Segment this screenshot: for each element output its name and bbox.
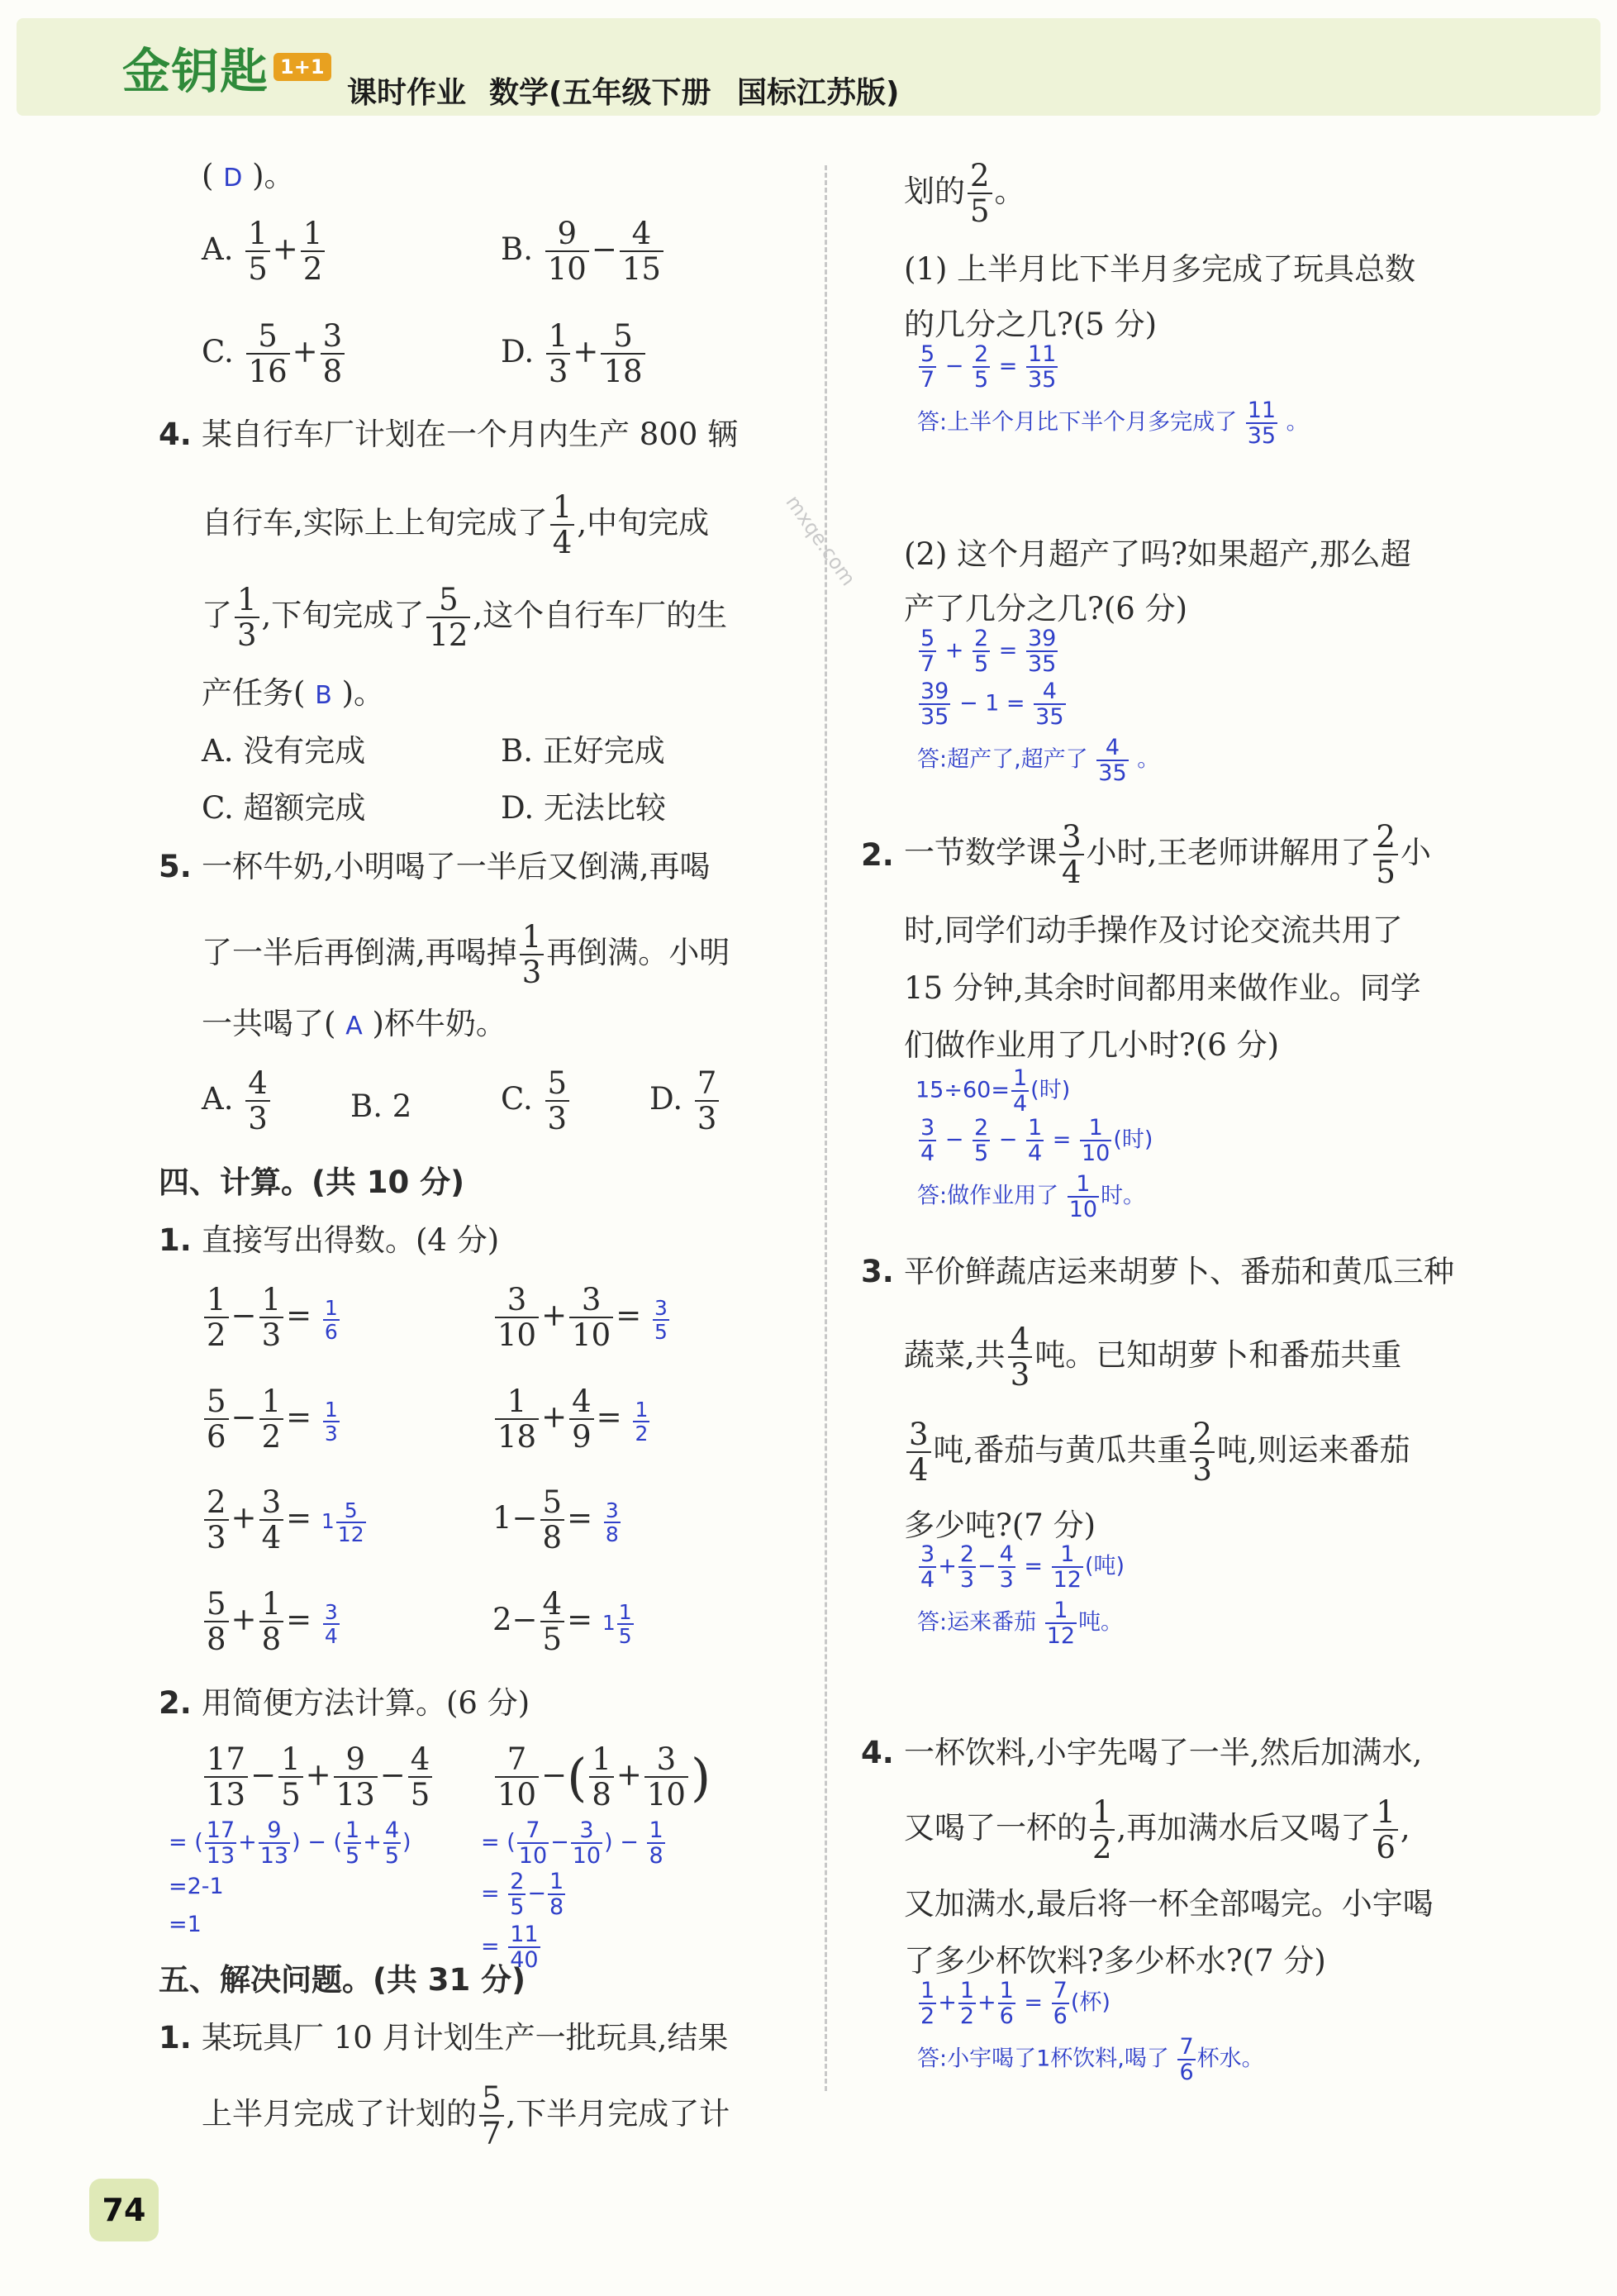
r-q2-answer: 答:做作业用了 $\frac{1}{10}$ 时。 (917, 1171, 1146, 1223)
q5-option-c: C. $\frac{5}{3}$ (501, 1066, 572, 1136)
q4-number: 4. (159, 417, 192, 452)
calc-row4-left: $\frac{5}{8}$ + $\frac{1}{8}$ = $\frac{3}{4}$ (202, 1587, 341, 1657)
r-q2-calc2: $\frac{3}{4}$ − $\frac{2}{5}$ − $\frac{1}{4}$ = $\frac{1}{10}$ (时) (920, 1115, 1153, 1167)
s4q1-text: 直接写出得数。(4 分) (202, 1222, 500, 1258)
q3-option-a: A. $\frac{1}{5}$ + $\frac{1}{2}$ (202, 217, 327, 287)
r-part2-calc1: $\frac{5}{7}$ + $\frac{2}{5}$ = $\frac{39}{35}$ (920, 626, 1057, 678)
simplify-2-step3: = $\frac{11}{40}$ (481, 1922, 539, 1974)
r-q4-line2: 又喝了一杯的 $\frac{1}{2}$ ,再加满水后又喝了 $\frac{1}{6}$ , (904, 1794, 1410, 1866)
series-title: 课时作业 (347, 76, 467, 110)
watermark: mxqe.com (781, 491, 860, 590)
r-q3-answer: 答:运来番茄 $\frac{1}{12}$ 吨。 (917, 1598, 1124, 1650)
q5-line1: 一杯牛奶,小明喝了一半后又倒满,再喝 (202, 849, 711, 884)
r-q4-line4: 了多少杯饮料?多少杯水?(7 分) (904, 1943, 1326, 1979)
calc-row1-left: $\frac{1}{2}$ − $\frac{1}{3}$ = $\frac{1}{6}$ (202, 1283, 341, 1353)
q4-option-c: C. 超额完成 (202, 790, 366, 826)
r-part1-line1: (1) 上半月比下半月多完成了玩具总数 (904, 251, 1416, 287)
q5-number: 5. (159, 849, 192, 884)
q4-line4: 产任务( B )。 (202, 675, 384, 711)
simplify-1-step3: =1 (169, 1912, 202, 1937)
calc-row3-right: 1− $\frac{5}{8}$ = $\frac{3}{8}$ (492, 1484, 619, 1556)
q5-option-a: A. $\frac{4}{3}$ (202, 1066, 273, 1136)
edition-title: 国标江苏版) (737, 76, 900, 110)
r-q3-number: 3. (861, 1254, 894, 1289)
r-part1-answer: 答:上半个月比下半个月多完成了 $\frac{11}{35}$ 。 (917, 398, 1309, 450)
r-q4-answer: 答:小宇喝了1杯饮料,喝了 $\frac{7}{6}$ 杯水。 (917, 2034, 1264, 2086)
r-q4-number: 4. (861, 1735, 894, 1770)
simplify-1-step2: =2-1 (169, 1874, 224, 1899)
r-part1-line2: 的几分之几?(5 分) (904, 307, 1158, 342)
r-q4-line1: 一杯饮料,小宇先喝了一半,然后加满水, (904, 1735, 1423, 1770)
page-number: 74 (89, 2179, 159, 2241)
column-divider (825, 165, 827, 2091)
subject-title: 数学(五年级下册 (489, 76, 711, 110)
q4-line2: 自行车,实际上上旬完成了 $\frac{1}{4}$ ,中旬完成 (202, 489, 710, 561)
r-continuation: 划的 $\frac{2}{5}$ 。 (904, 158, 1025, 230)
r-part2-answer: 答:超产了,超产了 $\frac{4}{35}$ 。 (917, 735, 1160, 787)
q4-line3: 了 $\frac{1}{3}$ ,下旬完成了 $\frac{5}{12}$ ,这个自行车厂的生 (202, 582, 728, 654)
section5-title: 五、解决问题。(共 31 分) (159, 1962, 526, 1998)
s4q2-number: 2. (159, 1685, 192, 1721)
calc-row4-right: 2− $\frac{4}{5}$ = 1 $\frac{1}{5}$ (492, 1586, 632, 1658)
q4-line1: 某自行车厂计划在一个月内生产 800 辆 (202, 417, 739, 452)
q5-option-d: D. $\frac{7}{3}$ (649, 1066, 721, 1136)
section4-title: 四、计算。(共 10 分) (159, 1165, 465, 1200)
r-q3-line4: 多少吨?(7 分) (904, 1508, 1096, 1543)
r-q2-line1: 一节数学课 $\frac{3}{4}$ 小时,王老师讲解用了 $\frac{2}{5}$ 小 (904, 819, 1431, 891)
q4-option-a: A. 没有完成 (202, 733, 366, 769)
simplify-problem-2: $\frac{7}{10}$ −( $\frac{1}{8}$ + $\frac{3}{10}$ ) (492, 1742, 711, 1813)
brand-logo: 金钥匙 1+1 (122, 30, 331, 104)
q3-option-b: B. $\frac{9}{10}$ − $\frac{4}{15}$ (501, 217, 666, 287)
s4q1-number: 1. (159, 1222, 192, 1258)
calc-row1-right: $\frac{3}{10}$ + $\frac{3}{10}$ = $\frac{3}{5}$ (492, 1283, 671, 1353)
simplify-problem-1: $\frac{17}{13}$ − $\frac{1}{5}$ + $\frac{9}{13}$ − $\frac{4}{5}$ (202, 1742, 435, 1813)
q3-answer-line: ( D )。 (202, 158, 295, 193)
q3-option-d: D. $\frac{1}{3}$ + $\frac{5}{18}$ (501, 319, 648, 389)
calc-row3-left: $\frac{2}{3}$ + $\frac{3}{4}$ = 1 $\frac{5}{12}$ (202, 1485, 368, 1555)
s5q1-line2: 上半月完成了计划的 $\frac{5}{7}$ ,下半月完成了计 (202, 2080, 730, 2152)
r-part2-line1: (2) 这个月超产了吗?如果超产,那么超 (904, 536, 1411, 572)
r-q2-calc1: 15÷60= $\frac{1}{4}$ (时) (916, 1065, 1071, 1117)
r-q2-number: 2. (861, 837, 894, 873)
simplify-2-step2: = $\frac{2}{5}$ − $\frac{1}{8}$ (481, 1869, 564, 1921)
r-q3-line3: $\frac{3}{4}$ 吨,番茄与黄瓜共重 $\frac{2}{3}$ 吨,则运来番茄 (904, 1417, 1410, 1488)
s5q1-line1: 某玩具厂 10 月计划生产一批玩具,结果 (202, 2020, 729, 2055)
q3-option-c: C. $\frac{5}{16}$ + $\frac{3}{8}$ (202, 319, 347, 389)
r-q3-line2: 蔬菜,共 $\frac{4}{3}$ 吨。已知胡萝卜和番茄共重 (904, 1322, 1402, 1393)
q5-line2: 了一半后再倒满,再喝掉 $\frac{1}{3}$ 再倒满。小明 (202, 919, 730, 991)
r-q4-line3: 又加满水,最后将一杯全部喝完。小宇喝 (904, 1886, 1434, 1922)
r-q2-line3: 15 分钟,其余时间都用来做作业。同学 (904, 970, 1421, 1006)
s4q2-text: 用简便方法计算。(6 分) (202, 1685, 530, 1721)
q5-line3: 一共喝了( A )杯牛奶。 (202, 1006, 507, 1041)
simplify-1-step1: = ( $\frac{17}{13}$ + $\frac{9}{13}$ ) − ( $\frac{1}{5}$ + $\frac{4}{5}$ ) (169, 1817, 411, 1870)
r-part2-line2: 产了几分之几?(6 分) (904, 591, 1188, 626)
simplify-2-step1: = ( $\frac{7}{10}$ − $\frac{3}{10}$ ) − $\frac{1}{8}$ (481, 1817, 663, 1870)
r-q2-line4: 们做作业用了几小时?(6 分) (904, 1027, 1280, 1063)
calc-row2-right: $\frac{1}{18}$ + $\frac{4}{9}$ = $\frac{1}{2}$ (492, 1384, 651, 1455)
r-q3-line1: 平价鲜蔬店运来胡萝卜、番茄和黄瓜三种 (904, 1254, 1454, 1289)
s5q1-number: 1. (159, 2020, 192, 2055)
r-q4-calc: $\frac{1}{2}$ + $\frac{1}{2}$ + $\frac{1}{6}$ = $\frac{7}{6}$ (杯) (920, 1978, 1110, 2030)
r-part2-calc2: $\frac{39}{35}$ − 1 = $\frac{4}{35}$ (920, 679, 1064, 731)
q4-option-b: B. 正好完成 (501, 733, 665, 769)
r-part1-calc: $\frac{5}{7}$ − $\frac{2}{5}$ = $\frac{11}{35}$ (920, 341, 1057, 393)
q4-option-d: D. 无法比较 (501, 790, 666, 826)
calc-row2-left: $\frac{5}{6}$ − $\frac{1}{2}$ = $\frac{1}{3}$ (202, 1384, 341, 1455)
r-q3-calc: $\frac{3}{4}$ + $\frac{2}{3}$ − $\frac{4}{3}$ = $\frac{1}{12}$ (吨) (920, 1541, 1125, 1593)
q5-option-b: B. 2 (350, 1088, 412, 1124)
r-q2-line2: 时,同学们动手操作及讨论交流共用了 (904, 912, 1403, 948)
